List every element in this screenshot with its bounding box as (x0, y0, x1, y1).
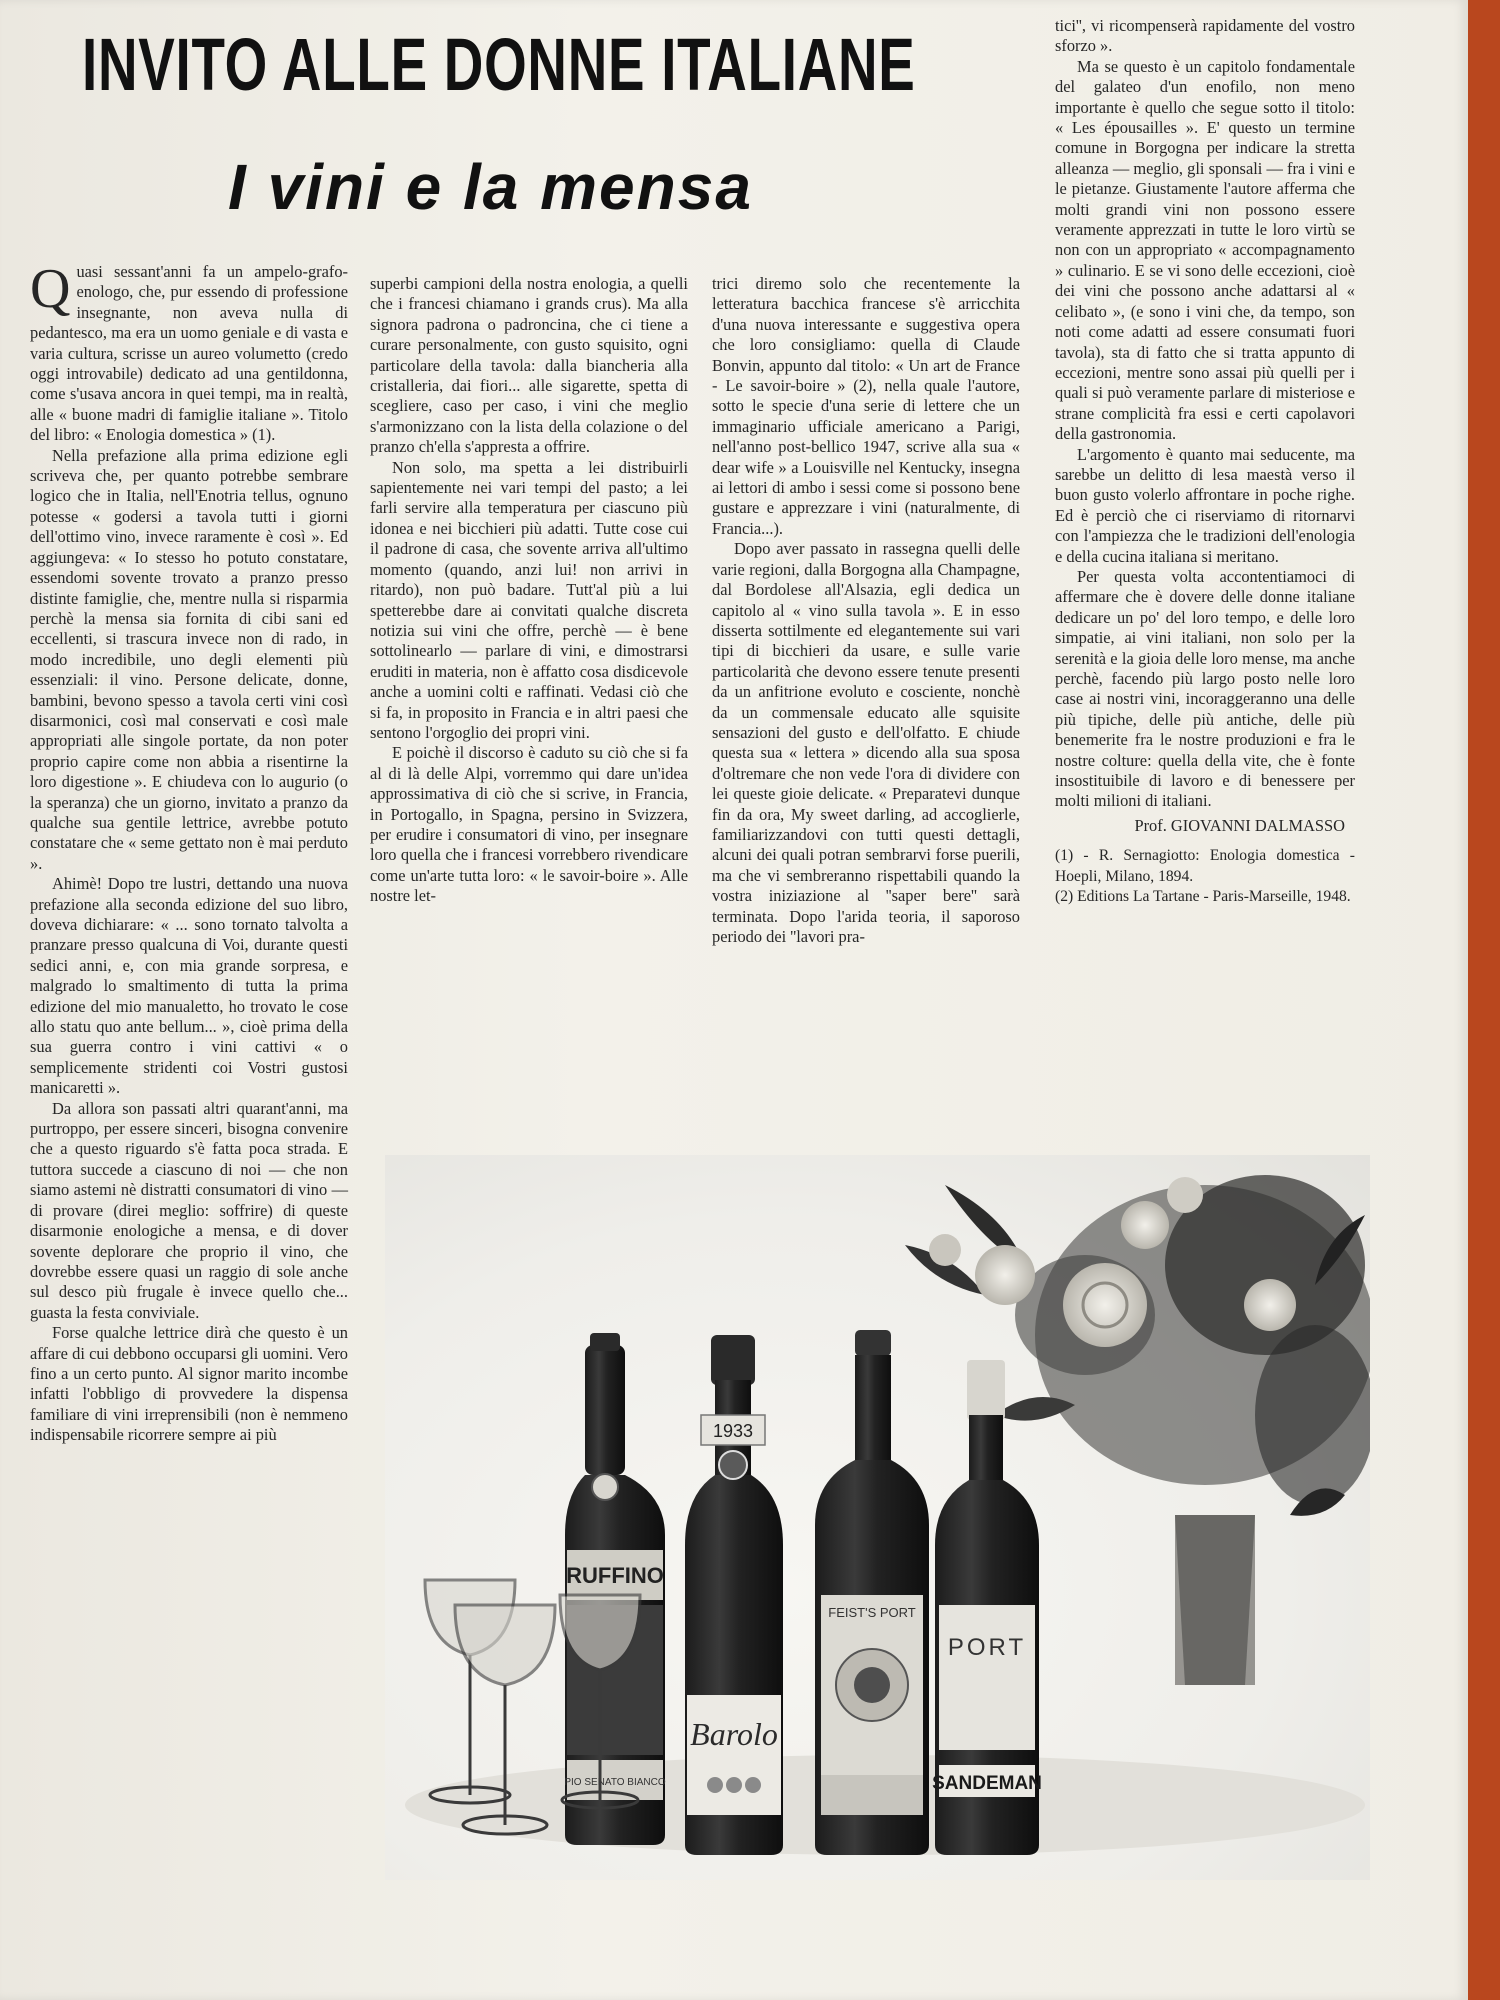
paragraph: Ma se questo è un capitolo fondamentale del galateo d'un enofilo, non meno importante è quello che segue sotto il titolo: « Les épousailles ». E' questo un termine comune in Borgogna per indicare la stretta alleanza — meglio, gli sponsali — fra i vini e le pietanze. Giustamente l'autore afferma che molti grandi vini non possono essere veramente apprezzati in tutte le loro virtù se non con un appropriato « accompagnamento » culinario. E se vi sono delle eccezioni, cioè dei vini che possono anche adattarsi al « celibato », (e sono i vini che, da tempo, son noti come adatti ad essere consumati fuori tavola), sta di fatto che si tratta appunto di eccezioni, mentre sono assai più quelli per i quali si può veramente parlare di misteriose e strane complicità fra essi e certi capolavori della gastronomia. (1055, 56, 1355, 444)
paragraph: L'argomento è quanto mai seducente, ma sarebbe un delitto di lesa maestà verso il buon gusto volerlo affrontare in poche righe. Ed è perciò che ci riserviamo di ritornarvi con l'ampiezza che le tradizioni dell'enologia e della cucina italiana si meritano. (1055, 444, 1355, 566)
barolo-label: Barolo (690, 1716, 778, 1752)
paragraph: Dopo aver passato in rassegna quelli delle varie regioni, dalla Borgogna alla Champagne, dal Bordolese all'Alsazia, egli dedica un capitolo al « vino sulla tavola ». E in esso disserta sottilmente ed elegantemente sui vari tipi di bicchieri da usare, e sulle varie particolarità che devono essere tenute presenti da un anfitrione evoluto e cosciente, nonchè da un commensale educato alle squisite sensazioni del gusto e dell'olfatto. E chiude questa sua « lettera » dicendo alla sua sposa d'oltremare che non vede l'ora di dividere con lei queste gioie delicate. « Preparatevi dunque fin da ora, My sweet darling, ad accoglierle, familiarizzandovi con tutti questi dettagli, alcuni dei quali potran sembrarvi forse puerili, ma che vi sembreranno rispettabili quando la vostra iniziazione al ''saper bere'' sarà terminata. Dopo l'arida teoria, il saporoso periodo dei ''lavori pra- (712, 539, 1020, 946)
paragraph: Nella prefazione alla prima edizione egli scriveva che, per quanto potrebbe sembrare logico che in Italia, nell'Enotria tellus, ognuno potesse « godersi a tavola tutti i giorni dell'ottimo vino, invece raramente è così ». Ed aggiungeva: « Io stesso ho potuto constatare, essendomi sovente trovato a pranzo presso distinte famiglie, che, mentre nulla si risparmia perchè la mensa sia fornita di cibi sani ed eccellenti, si trascura invece non di rado, in modo incredibile, uno degli elementi più essenziali: il vino. Persone delicate, donne, bambini, bevono spesso a tavola certi vini così disarmonici, così mal conservati e così male appropriati alle singole portate, da non poter proprio capire come non abbia a risentirne la loro digestione ». E chiudeva con lo augurio (o la speranza) che un giorno, invitato a pranzo da qualche sua gentile lettrice, avrebbe potuto constatare che « seme gettato non è mai perduto ». (30, 445, 348, 873)
footnote: (2) Editions La Tartane - Paris-Marseille, 1948. (1055, 888, 1351, 906)
vintage-label: 1933 (712, 1421, 754, 1441)
subtitle: I vini e la mensa (228, 151, 753, 223)
page-edge (1468, 0, 1500, 2000)
paragraph: superbi campioni della nostra enologia, a quelli che i francesi chiamano i grands crus). Ma alla signora padrona o padroncina, che ci tiene a curare personalmente, con gusto squisito, ogni particolare della tavola: dalla biancheria alla cristalleria, dai fiori... alle sigarette, spetta di scegliere, caso per caso, i vini che meglio s'armonizzano con la lista della colazione o del pranzo ch'ella s'appresta a offrire. (370, 274, 688, 457)
paragraph: Per questa volta accontentiamoci di affermare che è dovere delle donne italiane dedicare un po' del loro tempo, e delle loro simpatie, ai vini italiani, non solo per la serenità e la gioia delle loro mense, ma anche perchè, facendo più largo posto nelle loro case ai nostri vini, incoraggeranno una delle più tipiche, delle più antiche, delle più benemerite fra le nostre produzioni e fra le nostre colture: quella della vite, che è fonte insostituibile di lavoro e di benessere per molti milioni di italiani. (1055, 566, 1355, 811)
paragraph: Ahimè! Dopo tre lustri, dettando una nuova prefazione alla seconda edizione del suo libro, doveva dichiarare: « ... sono tornato talvolta a pranzare presso qualcuna di Voi, durante questi sedici anni, e, con mia grande sorpresa, e malgrado lo smaltimento di tutta la prima edizione del mio manualetto, ho trovato le cose allo statu quo ante bellum... », cioè prima della sua guerra contro i vini cattivi « o semplicemente stridenti coi Vostri gustosi manicaretti ». (30, 874, 348, 1098)
paragraph: tici'', vi ricompenserà rapidamente del vostro sforzo ». (1055, 16, 1355, 56)
paragraph: trici diremo solo che recentemente la letteratura bacchica francese s'è arricchita d'una nuova interessante e suggestiva opera che loro consigliamo: quella di Claude Bonvin, appunto dal titolo: « Un art de France - Le savoir-boire » (2), nella quale l'autore, sotto le specie d'una serie di lettere che un immaginario ufficiale americano a Parigi, nell'anno post-bellico 1947, scrive alla sua « dear wife » a Louisville nel Kentucky, insegna ai lettori di ambo i sessi come si possono bene gustare e apprezzare i vini (naturalmente, di Francia...). (712, 274, 1020, 538)
ruffino-sub-label: PIO SENATO BIANCO (564, 1777, 666, 1788)
drop-cap: Q (30, 258, 71, 320)
ruffino-bottle (564, 1333, 666, 1845)
feist-port-bottle (815, 1330, 929, 1855)
ruffino-label: RUFFINO (566, 1563, 664, 1588)
photo-illustration (385, 1155, 1370, 1880)
sandeman-label: SANDEMAN (932, 1773, 1042, 1794)
wine-bottles-photograph (385, 1155, 1370, 1880)
paragraph: Forse qualche lettrice dirà che questo è un affare di cui debbono occuparsi gli uomini. Vero fino a un certo punto. Al signor marito incombe infatti l'obbligo di provvedere la dispensa familiare di vini irreprensibili (non è nemmeno indispensabile ricorrere sempre ai più (30, 1323, 348, 1445)
paragraph: E poichè il discorso è caduto su ciò che si fa al di là delle Alpi, vorremmo qui dare un'idea approssimativa di ciò che si scrive, in Francia, in Portogallo, in Spagna, persino in Svizzera, per erudire i consumatori di vino, per insegnare loro quella che i francesi vorrebbero rivendicare come un'arte tutta loro: « le savoir-boire ». Alle nostre let- (370, 743, 688, 906)
barolo-bottle (685, 1335, 783, 1855)
author-signature: Prof. GIOVANNI DALMASSO (1134, 815, 1345, 835)
feist-port-label: FEIST'S PORT (828, 1605, 916, 1620)
article-column-1 (30, 258, 348, 1446)
port-label: PORT (947, 1634, 1027, 1661)
article-column-4 (1055, 16, 1355, 907)
article-column-2 (370, 274, 688, 907)
headline: INVITO ALLE DONNE ITALIANE (82, 23, 916, 106)
article-column-3 (712, 274, 1020, 947)
paragraph: Non solo, ma spetta a lei distribuirli sapientemente nei vari tempi del pasto; a lei farli servire alla temperatura per ciascuno più idonea e nei bicchieri più adatti. Tutte cose cui il padrone di casa, che sovente arriva all'ultimo momento (quando, anzi lui! non arrivi in ritardo), non può badare. Tutt'al più a lui spetterebbe dare ai convitati qualche discreta notizia sui vini che offre, perchè — è bene sottolinearlo — parlare di vini, e dimostrarsi eruditi in materia, non è affatto cosa disdicevole anche a uomini colti e raffinati. Vedasi ciò che si fa, in proposito in Francia e in altri paesi che sentono l'orgoglio dei propri vini. (370, 457, 688, 742)
footnotes (1055, 846, 1355, 907)
footnote: (1) - R. Sernagiotto: Enologia domestica - Hoepli, Milano, 1894. (1055, 847, 1355, 885)
paragraph: Da allora son passati altri quarant'anni, ma purtroppo, per essere sinceri, bisogna convenire che a questo riguardo s'è fatta poca strada. E tuttora succede a ciascuno di noi — che non siamo astemi nè distratti consumatori di vino — di provare (direi meglio: soffrire) di queste disarmonie enologiche a mensa, e di dover sovente deplorare che proprio il vino, che dovrebbe essere quasi un raggio di sole anche sul desco più frugale è invece quello che... guasta la festa conviviale. (30, 1098, 348, 1322)
paragraph: Quasi sessant'anni fa un ampelo-grafo-enologo, che, pur essendo di professione insegnante, non aveva nulla di pedantesco, ma era un uomo geniale e di vasta e varia cultura, scrisse un aureo volumetto (credo oggi introvabile) dedicato ad una gentildonna, come s'usava ancora in quei tempi, ma in realtà, alle « buone madri di famiglie italiane ». Titolo del libro: « Enologia domestica » (1). (30, 258, 348, 445)
sandeman-port-bottle (932, 1360, 1042, 1855)
